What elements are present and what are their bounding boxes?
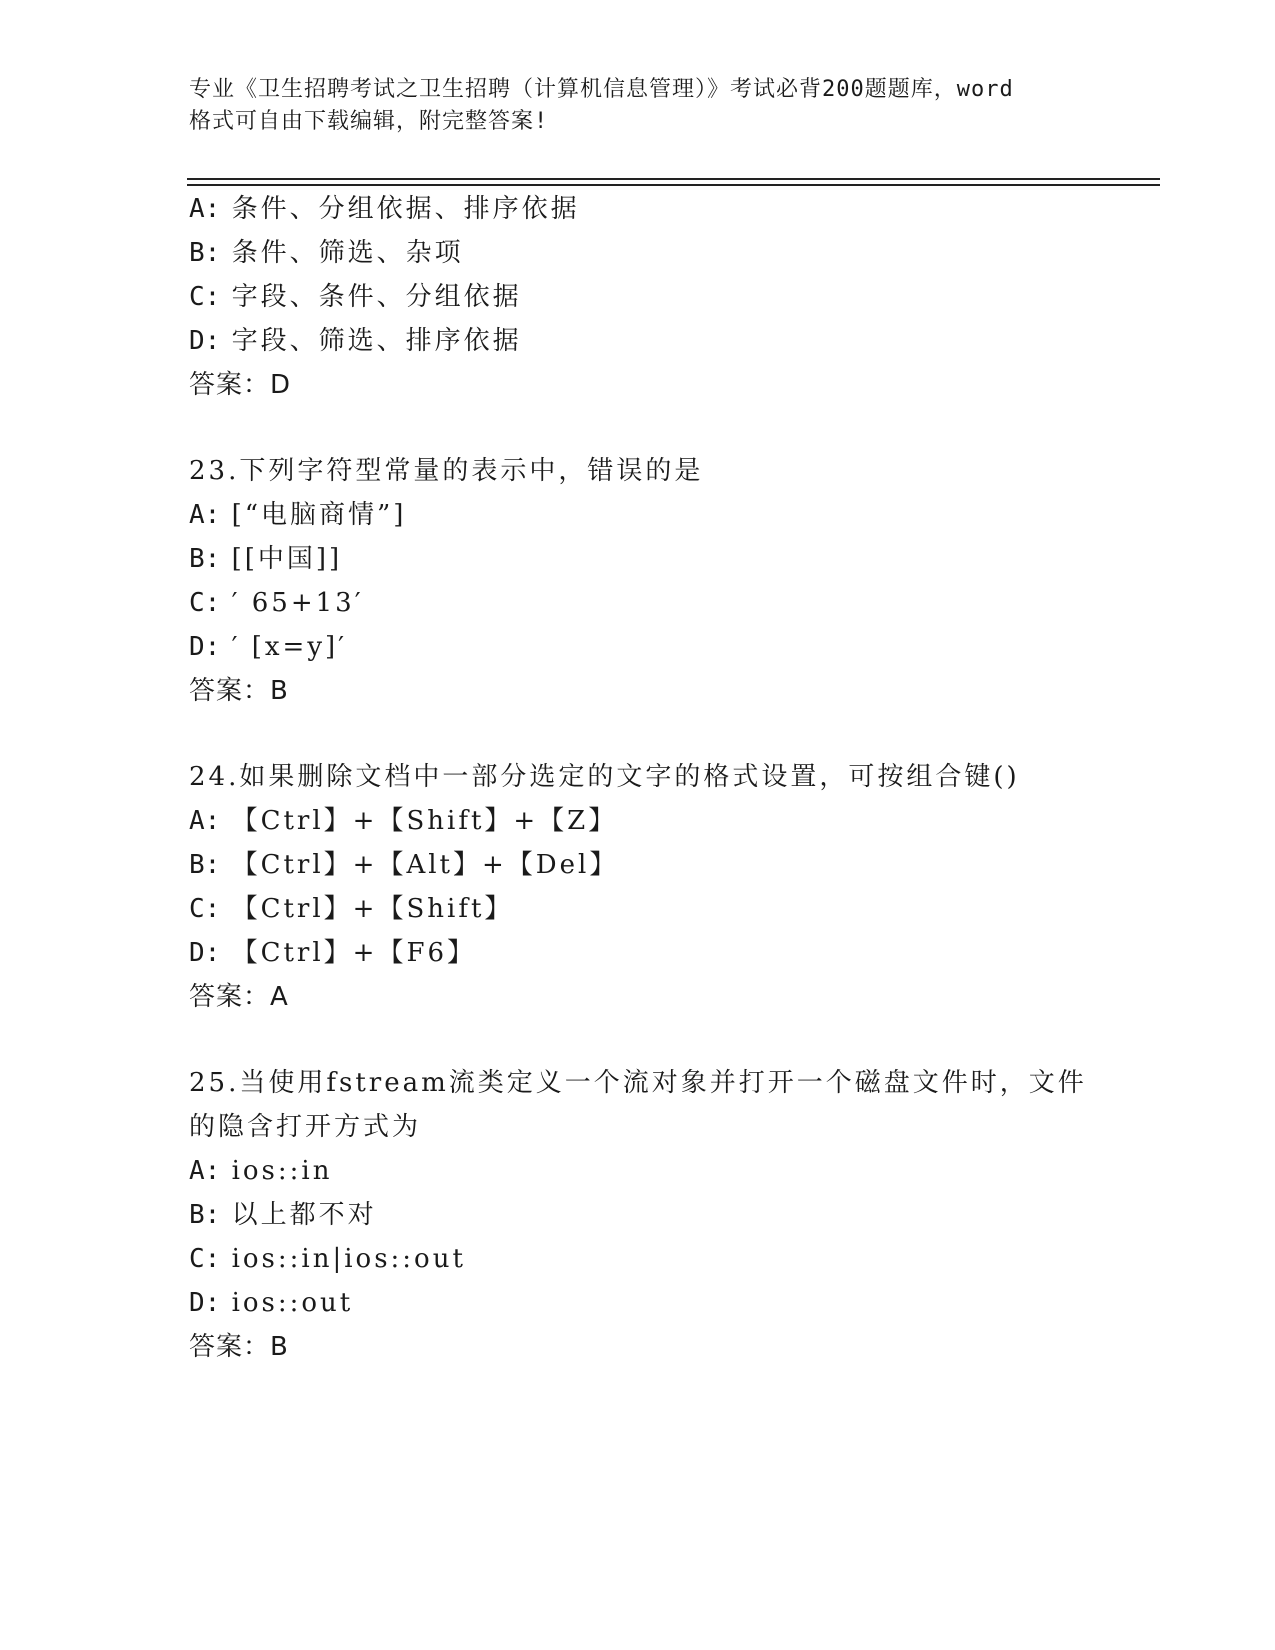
option-text: [[中国]] [220, 544, 343, 574]
document-header [189, 74, 1089, 138]
option-label: D: [189, 632, 221, 662]
option-text: 字段、条件、分组依据 [220, 282, 522, 312]
option-text: ′ [x=y]′ [220, 632, 348, 662]
option-a [189, 189, 580, 229]
option-text: 字段、筛选、排序依据 [220, 326, 522, 356]
header-title-line-2: 格式可自由下载编辑，附完整答案! [189, 109, 549, 134]
option-text: 【Ctrl】+【Shift】+【Z】 [220, 806, 618, 836]
header-divider-top [187, 178, 1160, 180]
option-label: C: [189, 282, 221, 312]
option-label: A: [189, 500, 221, 530]
option-text: 以上都不对 [220, 1200, 377, 1230]
option-c [189, 277, 522, 317]
option-text: ios::out [220, 1288, 354, 1318]
option-b [189, 845, 618, 885]
option-d [189, 627, 347, 667]
option-text: ios::in|ios::out [220, 1244, 466, 1274]
option-d [189, 933, 476, 973]
option-label: B: [189, 544, 221, 574]
question-23: 23.下列字符型常量的表示中，错误的是 [189, 456, 704, 486]
option-text: [“电脑商情”] [220, 500, 407, 530]
answer-line: 答案：B [189, 676, 289, 706]
option-c [189, 889, 513, 929]
option-text: 【Ctrl】+【Shift】 [220, 894, 514, 924]
option-label: A: [189, 194, 221, 224]
question-25-line-1: 25.当使用fstream流类定义一个流对象并打开一个磁盘文件时，文件 [189, 1068, 1087, 1098]
option-a [189, 1151, 332, 1191]
option-b [189, 1195, 377, 1235]
option-label: D: [189, 1288, 221, 1318]
option-label: D: [189, 326, 221, 356]
header-title-line-1: 专业《卫生招聘考试之卫生招聘（计算机信息管理）》考试必背200题题库，word [189, 77, 1014, 102]
header-divider-bottom [187, 184, 1160, 186]
answer-line: 答案：D [189, 370, 292, 400]
option-label: B: [189, 850, 221, 880]
option-c [189, 583, 364, 623]
option-text: 条件、筛选、杂项 [220, 238, 464, 268]
question-24: 24.如果删除文档中一部分选定的文字的格式设置，可按组合键() [189, 762, 1020, 792]
option-a [189, 801, 617, 841]
option-c [189, 1239, 466, 1279]
option-text: ′ 65+13′ [220, 588, 364, 618]
option-text: 【Ctrl】+【Alt】+【Del】 [220, 850, 619, 880]
answer-line: 答案：A [189, 982, 289, 1012]
option-label: B: [189, 238, 221, 268]
option-label: C: [189, 1244, 221, 1274]
option-label: A: [189, 1156, 221, 1186]
option-b [189, 539, 342, 579]
option-d [189, 1283, 353, 1323]
option-label: A: [189, 806, 221, 836]
option-text: ios::in [220, 1156, 333, 1186]
option-b [189, 233, 464, 273]
question-25-line-2: 的隐含打开方式为 [189, 1112, 422, 1142]
answer-line: 答案：B [189, 1332, 289, 1362]
option-text: 【Ctrl】+【F6】 [220, 938, 477, 968]
option-label: C: [189, 588, 221, 618]
option-d [189, 321, 522, 361]
option-label: B: [189, 1200, 221, 1230]
option-label: D: [189, 938, 221, 968]
option-a [189, 495, 406, 535]
option-text: 条件、分组依据、排序依据 [220, 194, 580, 224]
option-label: C: [189, 894, 221, 924]
